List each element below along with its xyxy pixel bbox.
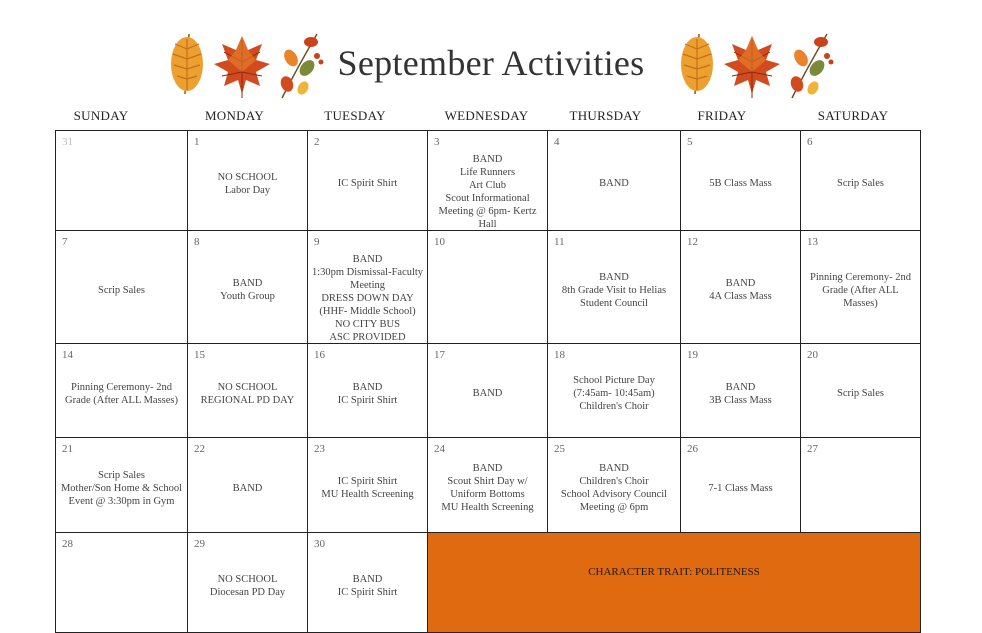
day-events: BAND Scout Shirt Day w/ Uniform Bottoms MU Health Screening [441,463,534,513]
day-number: 17 [434,349,445,361]
day-number: 20 [807,349,818,361]
week-row [56,533,921,633]
day-cell-19 [681,344,801,438]
day-cell-16 [308,344,428,438]
day-number: 11 [554,236,565,248]
day-number: 26 [687,443,698,455]
day-cell-8 [188,231,308,344]
dow-friday: FRIDAY [697,108,747,123]
day-events: BAND 1:30pm Dismissal-Faculty Meeting DRESS DOWN DAY (HHF- Middle School) NO CITY BUS ASC PROVIDED [311,254,424,343]
day-cell-27 [801,438,921,533]
autumn-leaves-right-decoration [675,24,840,100]
day-events: NO SCHOOL Labor Day [217,171,278,196]
day-events: IC Spirit Shirt MU Health Screening [321,476,414,500]
day-cell-31 [56,131,188,231]
day-events: Scrip Sales Mother/Son Home & School Event @ 3:30pm in Gym [60,469,183,507]
day-number: 5 [687,136,693,148]
day-cell-23 [308,438,428,533]
day-cell-18 [548,344,681,438]
day-events: NO SCHOOL REGIONAL PD DAY [200,381,295,406]
day-cell-13 [801,231,921,344]
day-cell-15 [188,344,308,438]
day-cell-22 [188,438,308,533]
day-number: 21 [62,443,73,455]
day-number: 18 [554,349,565,361]
berry-branch-icon [789,34,834,98]
day-events: 5B Class Mass [709,178,772,189]
day-number: 6 [807,136,813,148]
day-events: Scrip Sales [837,388,884,399]
day-cell-12 [681,231,801,344]
dow-thursday: THURSDAY [569,108,642,123]
day-number: 27 [807,443,818,455]
day-events: Pinning Ceremony- 2nd Grade (After ALL Masses) [810,271,911,309]
day-number: 1 [194,136,200,148]
character-trait-banner [428,533,921,633]
day-cell-29 [188,533,308,633]
day-number: 16 [314,349,325,361]
day-number: 31 [62,136,73,148]
dow-sunday: SUNDAY [73,108,129,123]
day-cell-2 [308,131,428,231]
day-events: School Picture Day (7:45am- 10:45am) Children's Choir [573,375,655,412]
day-number: 22 [194,443,205,455]
day-events: NO SCHOOL Diocesan PD Day [209,573,286,598]
day-events: BAND IC Spirit Shirt [337,573,398,598]
day-events: BAND [232,482,263,494]
week-row [56,344,921,438]
day-cell-6 [801,131,921,231]
day-cell-28 [56,533,188,633]
day-events: BAND Youth Group [220,278,275,302]
day-number: 25 [554,443,565,455]
day-number: 9 [314,236,320,248]
day-cell-25 [548,438,681,533]
page-title: September Activities [337,43,645,83]
day-events: BAND [472,388,503,399]
day-cell-30 [308,533,428,633]
day-cell-5 [681,131,801,231]
autumn-leaf-icon [681,34,713,94]
day-cell-14 [56,344,188,438]
day-cell-9 [308,231,428,344]
day-number: 15 [194,349,205,361]
day-cell-11 [548,231,681,344]
day-events: BAND 4A Class Mass [709,278,772,302]
day-cell-3 [428,131,548,231]
dow-saturday: SATURDAY [817,108,889,123]
day-events: Scrip Sales [837,178,884,189]
day-number: 10 [434,236,445,248]
day-number: 13 [807,236,818,248]
day-cell-17 [428,344,548,438]
day-number: 29 [194,538,205,550]
day-number: 14 [62,349,73,361]
character-trait-label: CHARACTER TRAIT: POLITENESS [588,566,760,578]
day-cell-4 [548,131,681,231]
day-cell-7 [56,231,188,344]
day-number: 12 [687,236,698,248]
day-events: BAND Children's Choir School Advisory Council Meeting @ 6pm [560,463,668,513]
day-events: Scrip Sales [98,284,145,296]
day-number: 8 [194,236,200,248]
day-number: 23 [314,443,325,455]
day-events [59,139,184,228]
day-cell-26 [681,438,801,533]
day-number: 7 [62,236,68,248]
week-row [56,438,921,533]
day-events: BAND [599,178,629,189]
day-events: BAND 8th Grade Visit to Helias Student Council [561,271,667,309]
day-number: 30 [314,538,325,550]
day-cell-21 [56,438,188,533]
day-cell-24 [428,438,548,533]
day-number: 4 [554,136,560,148]
day-number: 28 [62,538,73,550]
day-events: BAND 3B Class Mass [709,381,772,406]
day-events: Pinning Ceremony- 2nd Grade (After ALL Masses) [64,381,179,406]
day-events: IC Spirit Shirt [337,178,398,189]
calendar-grid [55,130,921,633]
dow-monday: MONDAY [204,108,265,123]
maple-leaf-icon [724,36,780,98]
dow-tuesday: TUESDAY [324,108,386,123]
day-cell-1 [188,131,308,231]
day-cell-20 [801,344,921,438]
dow-wednesday: WEDNESDAY [444,108,529,123]
week-row [56,131,921,231]
day-events [59,541,184,630]
day-events [431,239,544,341]
day-number: 19 [687,349,698,361]
day-events: BAND Life Runners Art Club Scout Informational Meeting @ 6pm- Kertz Hall [438,154,537,230]
day-number: 3 [434,136,440,148]
day-events: 7-1 Class Mass [708,482,773,494]
day-number: 2 [314,136,320,148]
day-events: BAND IC Spirit Shirt [337,381,398,406]
day-events [804,446,917,530]
day-cell-10 [428,231,548,344]
day-number: 24 [434,443,445,455]
week-row [56,231,921,344]
